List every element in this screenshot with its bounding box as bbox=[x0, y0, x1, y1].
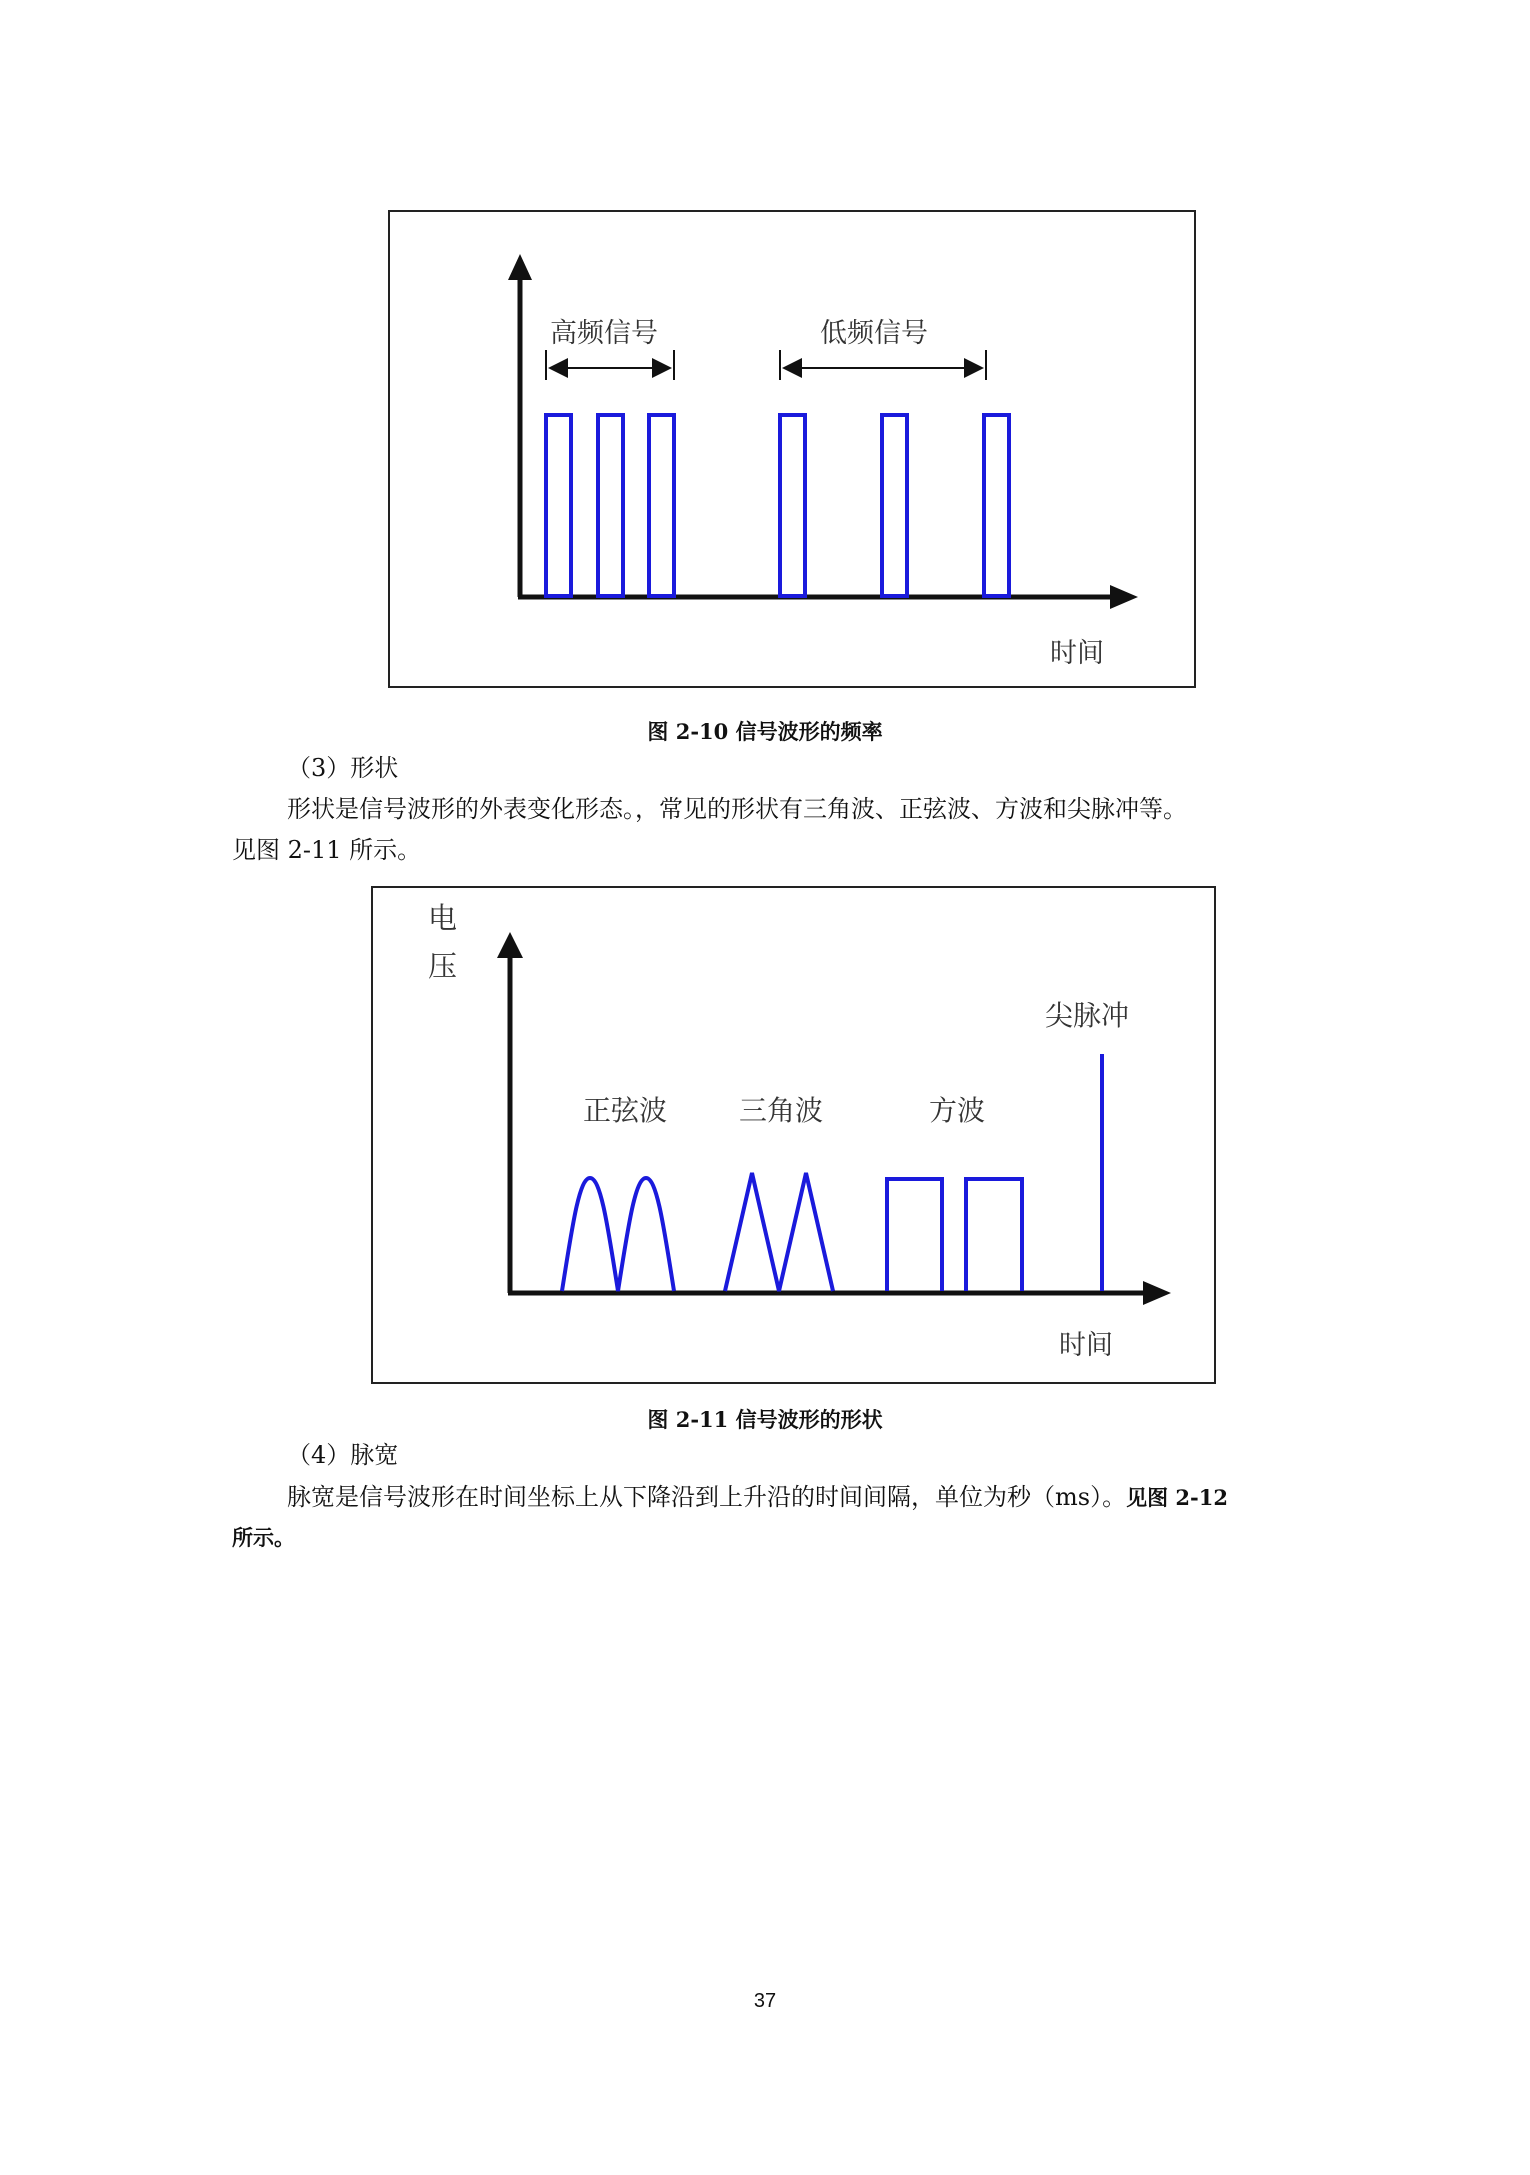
figure-reference: 见图 2-12 bbox=[1126, 1485, 1228, 1510]
y-axis-label-2: 压 bbox=[428, 949, 458, 983]
paragraph-text: 脉宽是信号波形在时间坐标上从下降沿到上升沿的时间间隔，单位为秒（ms）。 bbox=[287, 1483, 1127, 1511]
paragraph-line bbox=[287, 1476, 1359, 1519]
square-wave bbox=[887, 1179, 1022, 1291]
paragraph-line: 形状是信号波形的外表变化形态。，常见的形状有三角波、正弦波、方波和尖脉冲等。 bbox=[287, 795, 1187, 823]
pulse bbox=[780, 415, 805, 596]
section-heading: （4）脉宽 bbox=[287, 1441, 399, 1469]
shapes-diagram bbox=[373, 888, 1214, 1382]
x-axis-label: 时间 bbox=[1050, 638, 1104, 669]
spike-label: 尖脉冲 bbox=[1045, 999, 1130, 1032]
page-number: 37 bbox=[753, 1990, 777, 2012]
paragraph-line: 所示。 bbox=[232, 1525, 295, 1550]
triangle-label: 三角波 bbox=[739, 1094, 824, 1127]
figure-caption: 图 2-10 信号波形的频率 bbox=[647, 719, 883, 744]
pulse bbox=[546, 415, 571, 596]
high-frequency-label: 高频信号 bbox=[550, 318, 658, 349]
square-label: 方波 bbox=[929, 1094, 986, 1127]
triangle-wave bbox=[725, 1173, 833, 1291]
figure-caption: 图 2-11 信号波形的形状 bbox=[647, 1407, 883, 1432]
high-frequency-pulses bbox=[546, 415, 674, 596]
pulse bbox=[984, 415, 1009, 596]
sine-label: 正弦波 bbox=[583, 1094, 668, 1127]
y-axis-arrow bbox=[508, 254, 532, 280]
x-axis-arrow bbox=[1110, 585, 1138, 609]
sine-wave bbox=[562, 1178, 674, 1291]
low-frequency-pulses bbox=[780, 415, 1009, 596]
x-axis-arrow bbox=[1143, 1281, 1171, 1305]
pulse bbox=[882, 415, 907, 596]
low-frequency-label: 低频信号 bbox=[820, 318, 928, 349]
pulse bbox=[598, 415, 623, 596]
pulse bbox=[649, 415, 674, 596]
section-heading: （3）形状 bbox=[287, 754, 399, 782]
x-axis-label: 时间 bbox=[1059, 1330, 1113, 1361]
y-axis-arrow bbox=[497, 932, 523, 958]
y-axis-label-1: 电 bbox=[428, 901, 458, 935]
frequency-diagram bbox=[390, 212, 1194, 686]
figure-shapes bbox=[371, 886, 1216, 1384]
paragraph-line: 见图 2-11 所示。 bbox=[232, 836, 422, 864]
figure-frequency bbox=[388, 210, 1196, 688]
